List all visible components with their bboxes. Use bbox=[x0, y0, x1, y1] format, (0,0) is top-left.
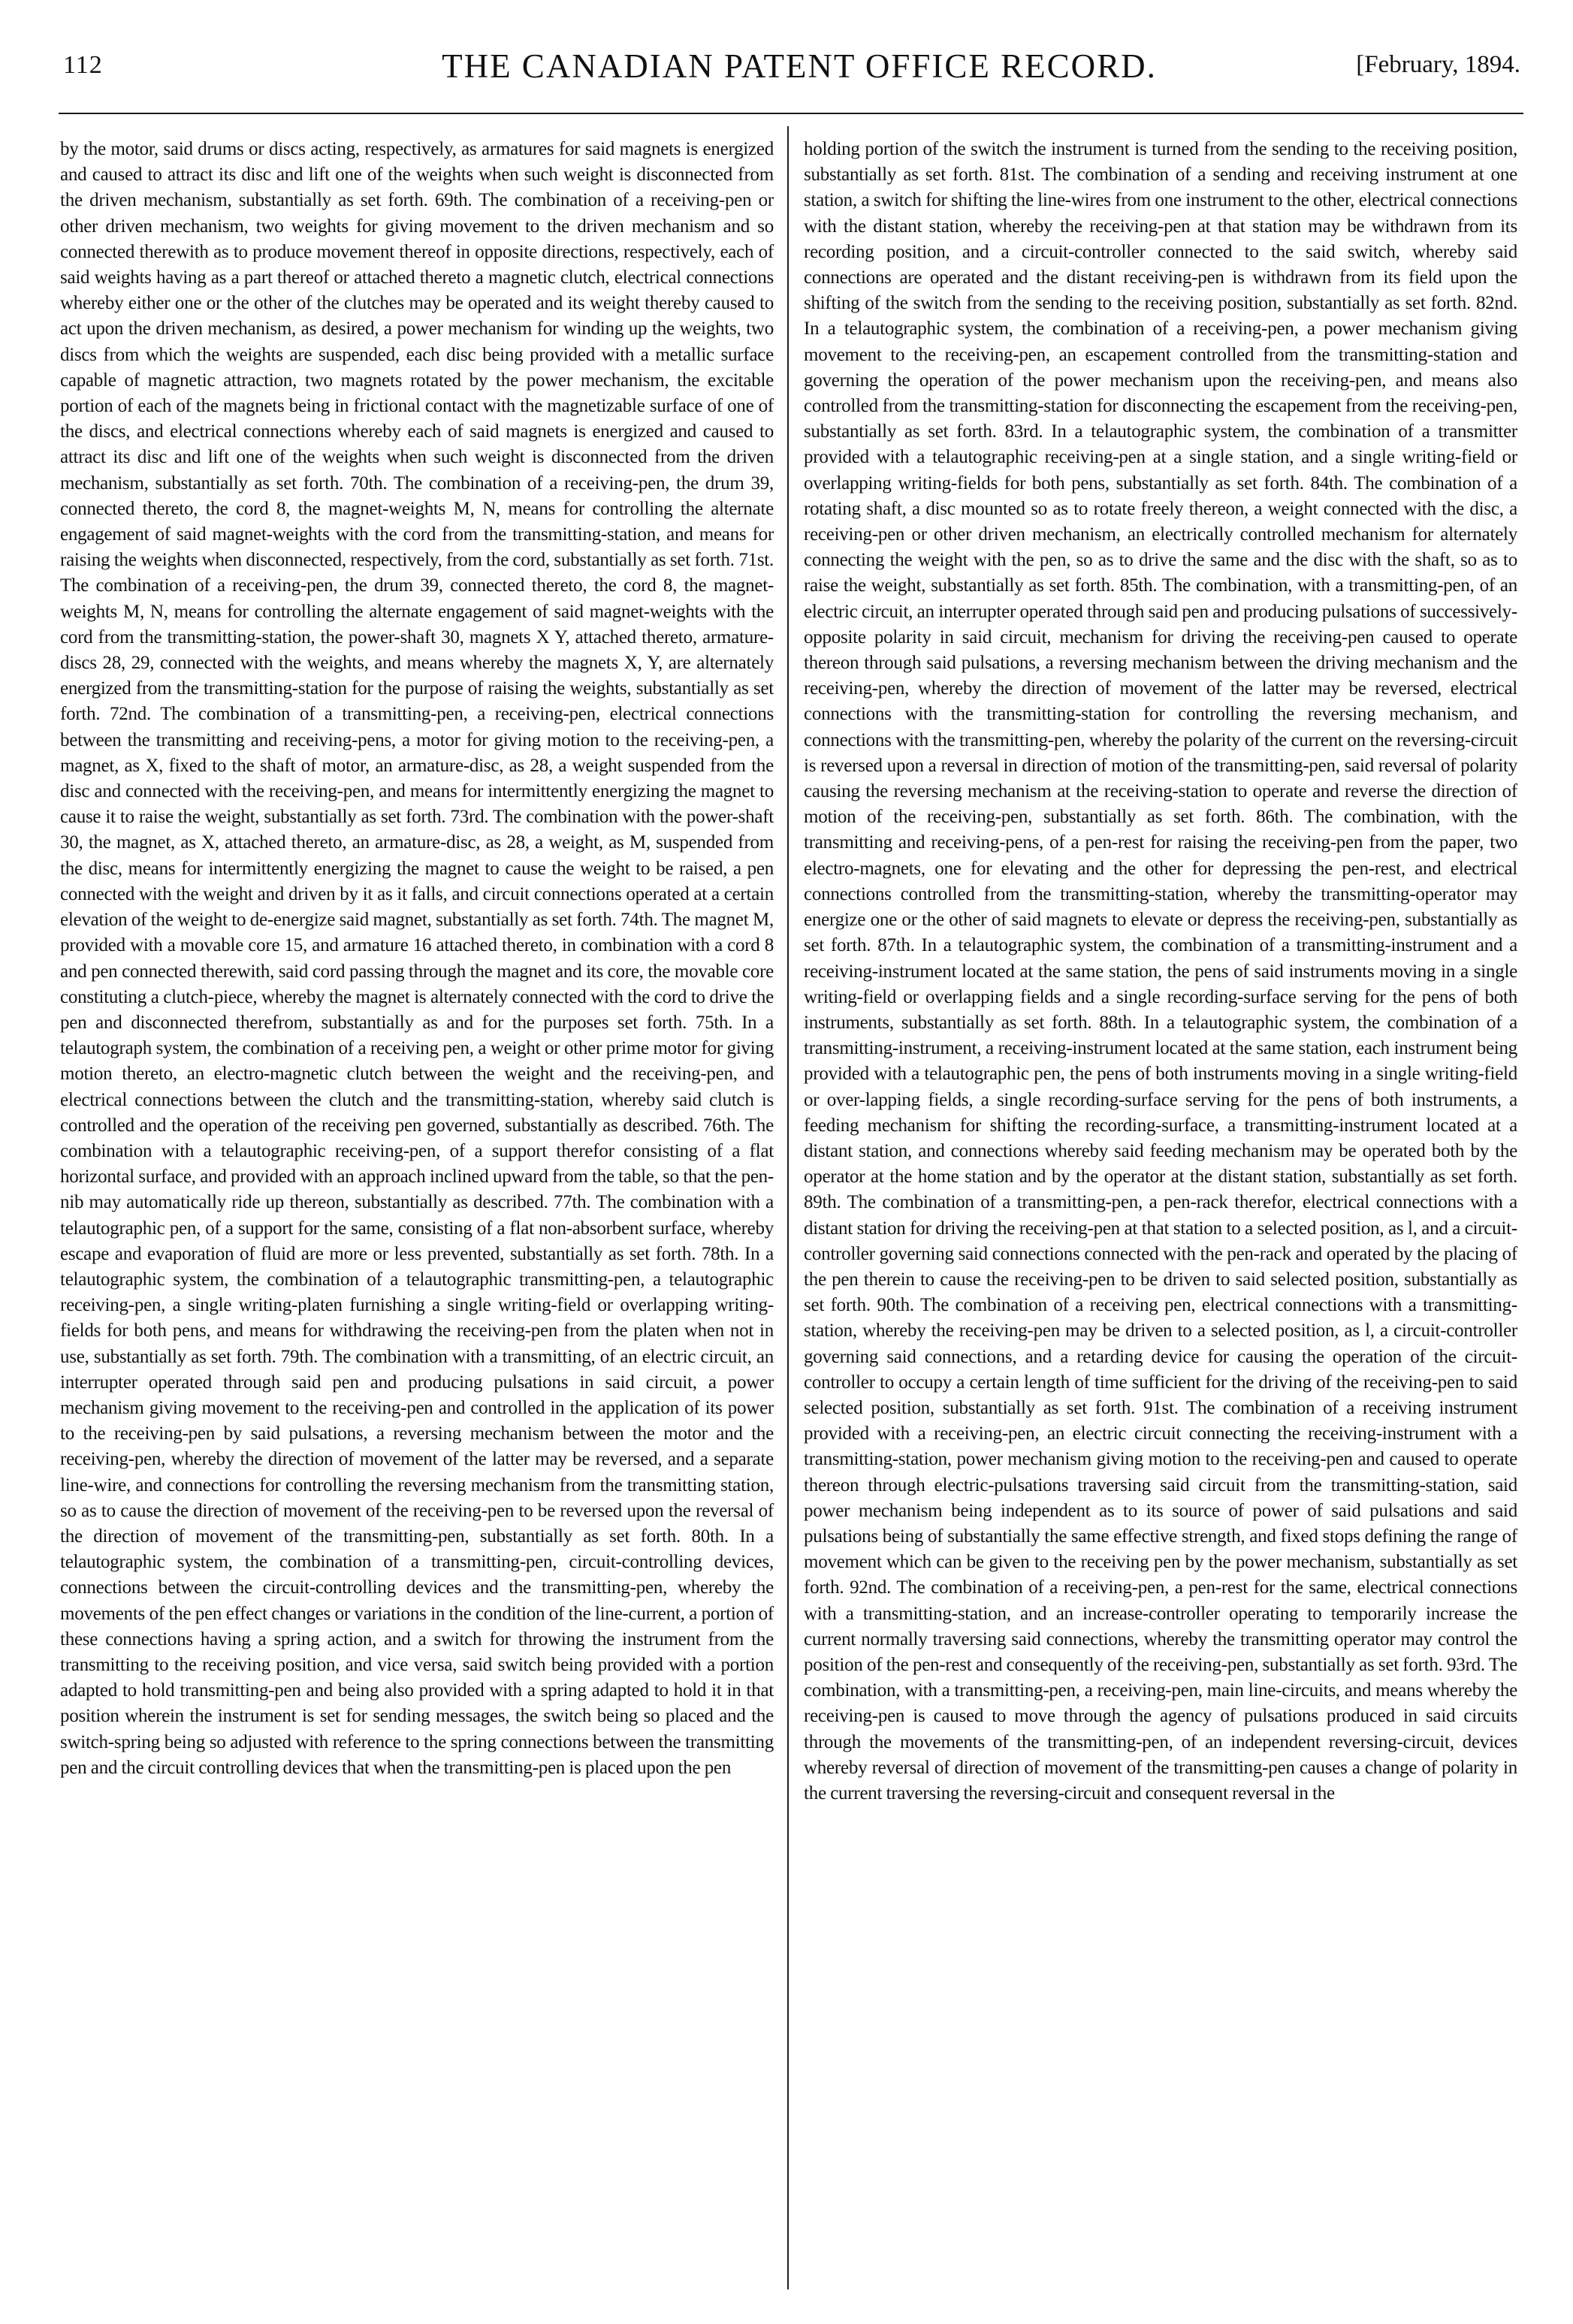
journal-title: THE CANADIAN PATENT OFFICE RECORD. bbox=[442, 47, 1157, 85]
left-column bbox=[60, 137, 774, 1781]
right-column-text: holding portion of the switch the instrument is turned from the sending to the receiving position, substantially as set forth. 81st. The combination of a sending and receiving instrument at one station, a switch for shifting the line-wires from one instrument to the other, electrical connections with the distant station, whereby the receiving-pen at that station may be withdrawn from its recording position, and a circuit-controller connected to the said switch, whereby said connections are operated and the distant receiving-pen is withdrawn from its field upon the shifting of the switch from the sending to the receiving position, substantially as set forth. 82nd. In a telautographic system, the combination of a receiving-pen, a power mechanism giving movement to the receiving-pen, an escapement controlled from the transmitting-station and governing the operation of the power mechanism upon the receiving-pen, and means also controlled from the transmitting-station for disconnecting the escapement from the receiving-pen, substantially as set forth. 83rd. In a telautographic system, the combination of a transmitter provided with a telautographic receiving-pen at a single station, and a single writing-field or overlapping writing-fields for both pens, substantially as set forth. 84th. The combination of a rotating shaft, a disc mounted so as to rotate freely thereon, a weight connected with the disc, a receiving-pen or other driven mechanism, an electrically controlled mechanism for alternately connecting the weight with the pen, so as to drive the same and the disc with the shaft, so as to raise the weight, substantially as set forth. 85th. The combination, with a transmitting-pen, of an electric circuit, an interrupter operated through said pen and producing pulsations of successively-opposite polarity in said circuit, mechanism for driving the receiving-pen caused to operate thereon through said pulsations, a reversing mechanism between the driving mechanism and the receiving-pen, whereby the direction of movement of the latter may be reversed, electrical connections with the transmitting-station for controlling the reversing mechanism, and connections with the transmitting-pen, whereby the polarity of the current on the reversing-circuit is reversed upon a reversal in direction of motion of the transmitting-pen, said reversal of polarity causing the reversing mechanism at the receiving-station to operate and reverse the direction of motion of the receiving-pen, substantially as set forth. 86th. The combination, with the transmitting and receiving-pens, of a pen-rest for raising the receiving-pen from the paper, two electro-magnets, one for elevating and the other for depressing the pen-rest, and electrical connections controlled from the transmitting-station, whereby the transmitting-operator may energize one or the other of said magnets to elevate or depress the receiving-pen, substantially as set forth. 87th. In a telautographic system, the combination of a transmitting-instrument and a receiving-instrument located at the same station, the pens of said instruments moving in a single writing-field or overlapping fields and a single recording-surface serving for the pens of both instruments, substantially as set forth. 88th. In a telautographic system, the combination of a transmitting-instrument, a receiving-instrument located at the same station, each instrument being provided with a telautographic pen, the pens of both instruments moving in a single writing-field or over-lapping fields, a single recording-surface serving for the pens of both instruments, a feeding mechanism for shifting the recording-surface, a transmitting-instrument located at a distant station, and connections whereby said feeding mechanism may be operated both by the operator at the home station and by the operator at the distant station, substantially as set forth. 89th. The combination of a transmitting-pen, a pen-rack therefor, electrical connections with a distant station for driving the receiving-pen at that station to a selected position, as l, and a circuit-controller governing said connections connected with the pen-rack and operated by the placing of the pen therein to cause the receiving-pen to be driven to said selected position, substantially as set forth. 90th. The combination of a receiving pen, electrical connections with a transmitting-station, whereby the receiving-pen may be driven to a selected position, as l, a circuit-controller governing said connections, and a retarding device for causing the operation of the circuit-controller to occupy a certain length of time sufficient for the driving of the receiving-pen to said selected position, substantially as set forth. 91st. The combination of a receiving instrument provided with a receiving-pen, an electric circuit connecting the receiving-instrument with a transmitting-station, power mechanism giving motion to the receiving-pen and caused to operate thereon through electric-pulsations traversing said circuit from the transmitting-station, said power mechanism being independent as to its source of power of said pulsations and said pulsations being of substantially the same effective strength, and fixed stops defining the range of movement which can be given to the receiving pen by the power mechanism, substantially as set forth. 92nd. The combination of a receiving-pen, a pen-rest for the same, electrical connections with a transmitting-station, and an increase-controller operating to temporarily increase the current normally traversing said connections, whereby the transmitting operator may control the position of the pen-rest and consequently of the receiving-pen, substantially as set forth. 93rd. The combination, with a transmitting-pen, a receiving-pen, main line-circuits, and means whereby the receiving-pen is caused to move through the agency of pulsations produced in said circuits through the movements of the transmitting-pen, of an independent reversing-circuit, devices whereby reversal of direction of movement of the transmitting-pen causes a change of polarity in the current traversing the reversing-circuit and consequent reversal in the bbox=[804, 139, 1517, 1803]
right-column bbox=[804, 137, 1517, 1806]
issue-date: [February, 1894. bbox=[1356, 51, 1520, 78]
column-divider bbox=[787, 126, 789, 2289]
page-header bbox=[63, 47, 1520, 96]
left-column-text: by the motor, said drums or discs acting, respectively, as armatures for said magnets is energized and caused to attract its disc and lift one of the weights when such weight is disconnected from the driven mechanism, substantially as set forth. 69th. The combination of a receiving-pen or other driven mechanism, two weights for giving movement to the driven mechanism and so connected therewith as to produce movement thereof in opposite directions, respectively, each of said weights having as a part thereof or attached thereto a magnetic clutch, electrical connections whereby either one or the other of the clutches may be operated and its weight thereby caused to act upon the driven mechanism, as desired, a power mechanism for winding up the weights, two discs from which the weights are suspended, each disc being provided with a metallic surface capable of magnetic attraction, two magnets rotated by the power mechanism, the excitable portion of each of the magnets being in frictional contact with the magnetizable surface of one of the discs, and electrical connections whereby each of said magnets is energized and caused to attract its disc and lift one of the weights when such weight is disconnected from the driven mechanism, substantially as set forth. 70th. The combination of a receiving-pen, the drum 39, connected thereto, the cord 8, the magnet-weights M, N, means for controlling the alternate engagement of said magnet-weights with the cord from the transmitting-station, and means for raising the weights when disconnected, respectively, from the cord, substantially as set forth. 71st. The combination of a receiving-pen, the drum 39, connected thereto, the cord 8, the magnet-weights M, N, means for controlling the alternate engagement of said magnet-weights with the cord from the transmitting-station, the power-shaft 30, magnets X Y, attached thereto, armature-discs 28, 29, connected with the weights, and means whereby the magnets X, Y, are alternately energized from the transmitting-station for the purpose of raising the weights, substantially as set forth. 72nd. The combination of a transmitting-pen, a receiving-pen, electrical connections between the transmitting and receiving-pens, a motor for giving motion to the receiving-pen, a magnet, as X, fixed to the shaft of motor, an armature-disc, as 28, a weight suspended from the disc and connected with the receiving-pen, and means for intermittently energizing the magnet to cause it to raise the weight, substantially as set forth. 73rd. The combination with the power-shaft 30, the magnet, as X, attached thereto, an armature-disc, as 28, a weight, as M, suspended from the disc, means for intermittently energizing the magnet to cause the weight to be raised, a pen connected with the weight and driven by it as it falls, and circuit connections operated at a certain elevation of the weight to de-energize said magnet, substantially as set forth. 74th. The magnet M, provided with a movable core 15, and armature 16 attached thereto, in combination with a cord 8 and pen connected therewith, said cord passing through the magnet and its core, the movable core constituting a clutch-piece, whereby the magnet is alternately connected with the cord to drive the pen and disconnected therefrom, substantially as and for the purposes set forth. 75th. In a telautograph system, the combination of a receiving pen, a weight or other prime motor for giving motion thereto, an electro-magnetic clutch between the weight and the receiving-pen, and electrical connections between the clutch and the transmitting-station, whereby said clutch is controlled and the operation of the receiving pen governed, substantially as described. 76th. The combination with a telautographic receiving-pen, of a support therefor consisting of a flat horizontal surface, and provided with an approach inclined upward from the table, so that the pen-nib may automatically ride up thereon, substantially as described. 77th. The combination with a telautographic pen, of a support for the same, consisting of a flat non-absorbent surface, whereby escape and evaporation of fluid are more or less prevented, substantially as set forth. 78th. In a telautographic system, the combination of a telautographic transmitting-pen, a telautographic receiving-pen, a single writing-platen furnishing a single writing-field or overlapping writing-fields for both pens, and means for withdrawing the receiving-pen from the platen when not in use, substantially as set forth. 79th. The combination with a transmitting, of an electric circuit, an interrupter operated through said pen and producing pulsations in said circuit, a power mechanism giving movement to the receiving-pen and controlled in the application of its power to the receiving-pen by said pulsations, a reversing mechanism between the motor and the receiving-pen, whereby the direction of movement of the latter may be reversed, and a separate line-wire, and connections for controlling the reversing mechanism from the transmitting station, so as to cause the direction of movement of the receiving-pen to be reversed upon the reversal of the direction of movement of the transmitting-pen, substantially as set forth. 80th. In a telautographic system, the combination of a transmitting-pen, circuit-controlling devices, connections between the circuit-controlling devices and the transmitting-pen, whereby the movements of the pen effect changes or variations in the condition of the line-current, a portion of these connections having a spring action, and a switch for throwing the instrument from the transmitting to the receiving position, and vice versa, said switch being provided with a portion adapted to hold transmitting-pen and being also provided with a spring adapted to hold it in that position wherein the instrument is set for sending messages, the switch being so placed and the switch-spring being so adjusted with reference to the spring connections between the transmitting pen and the circuit controlling devices that when the transmitting-pen is placed upon the pen bbox=[60, 139, 774, 1778]
header-rule bbox=[59, 113, 1523, 114]
page-number: 112 bbox=[63, 51, 103, 79]
